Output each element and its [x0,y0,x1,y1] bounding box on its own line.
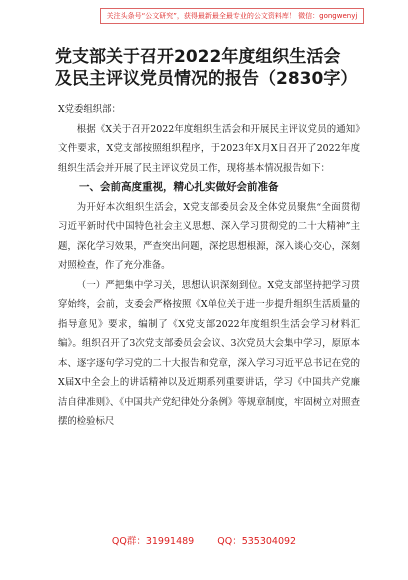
document-body [58,100,360,432]
promo-banner: 关注头条号“公文研究”，获得最新最全最专业的公文资料库！ 微信：gongwenyj [100,8,364,24]
qq-number: QQ：535304092 [217,536,297,547]
footer-contact [0,533,408,547]
qq-group: QQ群：31991489 [111,536,195,547]
salutation: X党委组织部： [58,104,121,115]
document-title: 党支部关于召开2022年度组织生活会及民主评议党员情况的报告（2830字） [55,47,358,89]
paragraph-preparation: 为开好本次组织生活会，X党支部委员会及全体党员聚焦“全面贯彻习近平新时代中国特色社会主义思想、深入学习贯彻党的二十大精神”主题，深化学习效果，严查突出问题，深挖思想根源，深入谈心交心，深刻对照检查，作了充分准备。 [58,201,360,271]
paragraph-study: （一）严把集中学习关，思想认识深刻到位。X党支部坚持把学习贯穿始终，会前，支委会严格按照《X单位关于进一步提升组织生活质量的指导意见》要求，编制了《X党支部2022年度组织生活会学习材料汇编》。组织召开了3次党支部委员会会议、3次党员大会集中学习，原原本本、逐字逐句学习党的二十大报告和党章，深入学习习近平总书记在党的X届X中全会上的讲话精神以及近期系列重要讲话，学习《中国共产党廉洁自律准则》、《中国共产党纪律处分条例》等规章制度，牢固树立对照查摆的检验标尺 [58,279,360,427]
section-heading-1: 一、会前高度重视，精心扎实做好会前准备 [79,181,279,193]
paragraph-intro: 根据《X关于召开2022年度组织生活会和开展民主评议党员的通知》文件要求，X党支部按照组织程序，于2023年X月X日召开了2022年度组织生活会并开展了民主评议党员工作，现将基本情况报告如下： [58,123,360,174]
